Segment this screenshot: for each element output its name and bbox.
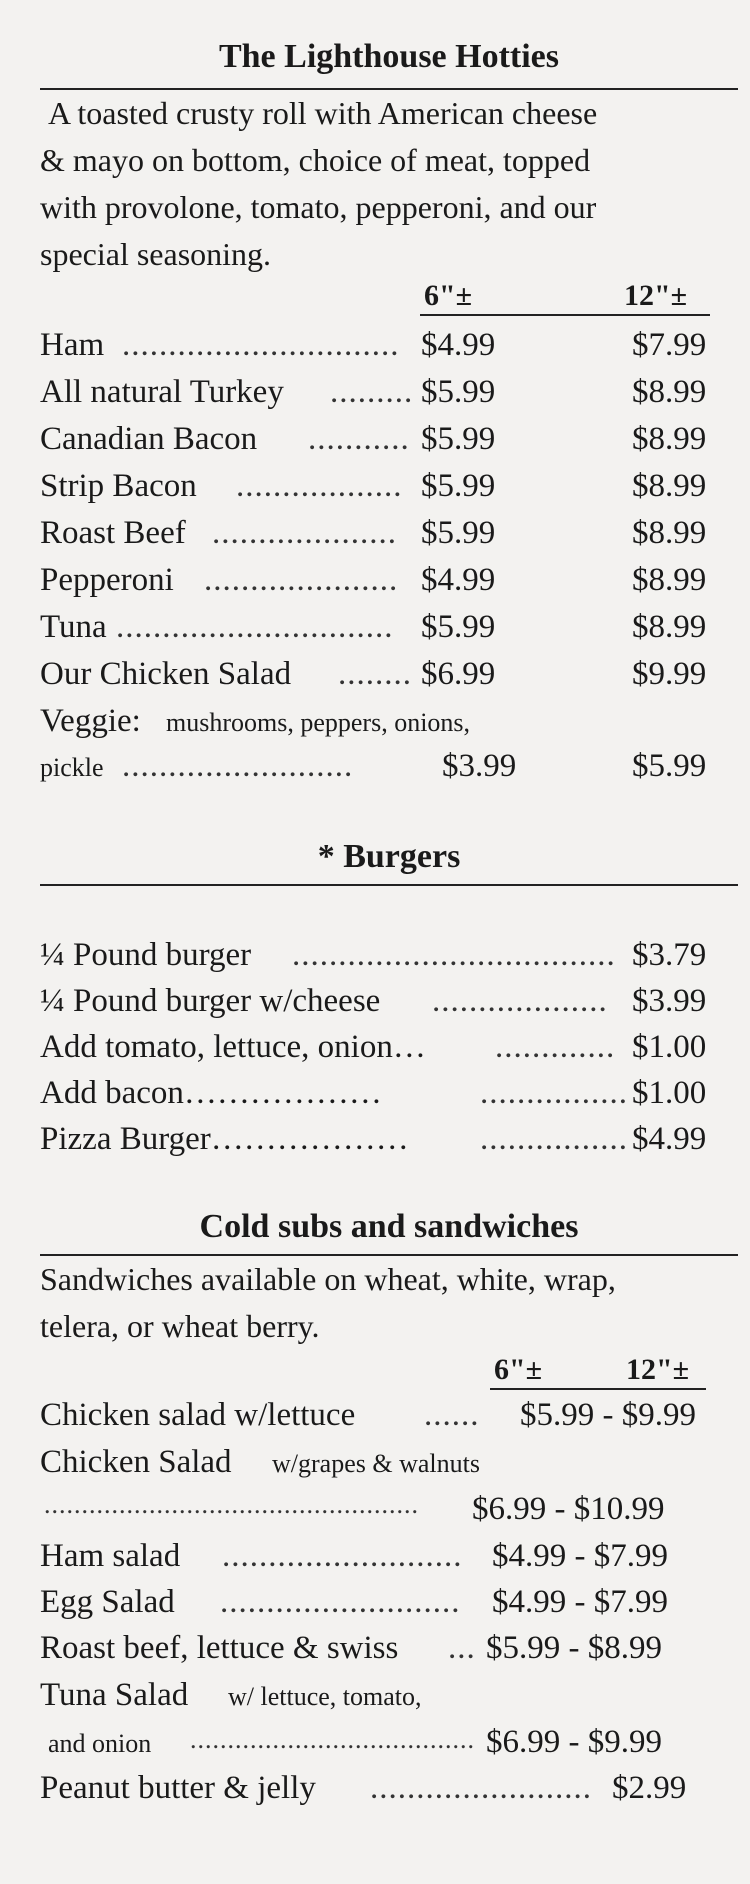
- item-price: $4.99 - $7.99: [492, 1584, 668, 1620]
- menu-item-row: [40, 1582, 740, 1622]
- menu-item-row: [40, 1675, 740, 1715]
- item-price-6: $5.99: [421, 421, 496, 457]
- item-price-12: $8.99: [632, 468, 707, 504]
- menu-item-row: [40, 1442, 740, 1482]
- item-name: Chicken salad w/lettuce: [40, 1397, 356, 1433]
- leader-dots: ......................................: [190, 1725, 475, 1754]
- menu-item-row: [40, 1395, 740, 1435]
- item-price: $6.99 - $9.99: [486, 1724, 662, 1760]
- hotties-col-rule: [420, 314, 710, 316]
- hotties-col-6inch: 6"±: [424, 279, 473, 312]
- menu-item-row: [40, 935, 740, 975]
- menu-item-row: [40, 325, 740, 365]
- cold-col-6inch: 6"±: [494, 1353, 543, 1386]
- cold-col-12inch: 12"±: [626, 1353, 690, 1386]
- item-price: $1.00: [632, 1075, 707, 1111]
- item-name: Egg Salad: [40, 1584, 175, 1620]
- item-detail: mushrooms, peppers, onions,: [166, 708, 471, 737]
- menu-item-row: [40, 513, 740, 553]
- hotties-description-line: A toasted crusty roll with American cheese: [48, 95, 598, 131]
- leader-dots: ..............................: [122, 327, 400, 363]
- item-name: Pizza Burger………………: [40, 1121, 409, 1157]
- item-name: Chicken Salad: [40, 1444, 232, 1480]
- item-price: $4.99: [632, 1121, 707, 1157]
- item-price: $5.99 - $9.99: [520, 1397, 696, 1433]
- item-detail: w/ lettuce, tomato,: [228, 1682, 422, 1711]
- leader-dots: ..................: [236, 468, 403, 504]
- item-price: $1.00: [632, 1029, 707, 1065]
- leader-dots: .....................: [204, 562, 399, 598]
- burgers-title: * Burgers: [317, 838, 461, 875]
- item-name: Tuna: [40, 609, 107, 645]
- item-price-12: $9.99: [632, 656, 707, 692]
- burgers-title-rule: [40, 884, 738, 886]
- hotties-description: [40, 90, 740, 278]
- leader-dots: ..................................................: [44, 1490, 419, 1519]
- menu-item-row: [40, 1628, 740, 1668]
- item-name: Canadian Bacon: [40, 421, 258, 457]
- menu-item-row: [40, 1027, 740, 1067]
- item-price-6: $5.99: [421, 468, 496, 504]
- leader-dots: ...........: [308, 421, 410, 457]
- leader-dots: ...: [448, 1630, 476, 1666]
- leader-dots: ...................: [432, 983, 608, 1019]
- item-name: Pepperoni: [40, 562, 174, 598]
- item-price: $4.99 - $7.99: [492, 1538, 668, 1574]
- leader-dots: .........................: [122, 748, 354, 784]
- item-price-6: $5.99: [421, 609, 496, 645]
- menu-item-row: [40, 981, 740, 1021]
- menu-item-row: [40, 560, 740, 600]
- item-price-6: $5.99: [421, 515, 496, 551]
- cold-description: [40, 1256, 740, 1350]
- item-name: Roast beef, lettuce & swiss: [40, 1630, 399, 1666]
- cold-col-rule: [490, 1388, 706, 1390]
- item-name: All natural Turkey: [40, 374, 284, 410]
- item-name: Roast Beef: [40, 515, 186, 551]
- item-price: $3.99: [632, 983, 707, 1019]
- item-price-6: $3.99: [442, 748, 517, 784]
- item-detail: pickle: [40, 753, 104, 782]
- item-name: Strip Bacon: [40, 468, 197, 504]
- item-price: $5.99 - $8.99: [486, 1630, 662, 1666]
- menu-item-row: [40, 1489, 740, 1529]
- item-price: $2.99: [612, 1770, 687, 1806]
- menu-item-row-veggie: [40, 701, 740, 741]
- item-price-6: $4.99: [421, 562, 496, 598]
- item-price-12: $5.99: [632, 748, 707, 784]
- item-name: ¼ Pound burger w/cheese: [40, 983, 381, 1019]
- leader-dots: ..........................: [220, 1584, 461, 1620]
- leader-dots: ......: [424, 1397, 480, 1433]
- menu-item-row: [40, 1536, 740, 1576]
- item-detail: and onion: [48, 1729, 152, 1758]
- item-price-12: $7.99: [632, 327, 707, 363]
- item-name: Ham: [40, 327, 105, 363]
- item-name: Peanut butter & jelly: [40, 1770, 316, 1806]
- item-price: $6.99 - $10.99: [472, 1491, 665, 1527]
- cold-description-line: Sandwiches available on wheat, white, wrap,: [40, 1261, 616, 1297]
- hotties-description-line: special seasoning.: [40, 236, 272, 272]
- menu-item-row: [40, 1119, 740, 1159]
- leader-dots: ...................................: [292, 937, 616, 973]
- leader-dots: ..............................: [116, 609, 394, 645]
- leader-dots: .........: [330, 374, 414, 410]
- leader-dots: .............: [495, 1029, 616, 1065]
- item-price-6: $4.99: [421, 327, 496, 363]
- leader-dots: ................: [480, 1121, 628, 1157]
- item-name: Our Chicken Salad: [40, 656, 292, 692]
- menu-item-row: [40, 419, 740, 459]
- leader-dots: ........................: [370, 1770, 592, 1806]
- item-name: Add bacon………………: [40, 1075, 382, 1111]
- menu-item-row-veggie-price: [40, 746, 740, 786]
- item-name: Tuna Salad: [40, 1677, 189, 1713]
- cold-description-line: telera, or wheat berry.: [40, 1308, 320, 1344]
- menu-item-row: [40, 1073, 740, 1113]
- item-price-6: $5.99: [421, 374, 496, 410]
- hotties-title: The Lighthouse Hotties: [218, 38, 560, 75]
- hotties-col-12inch: 12"±: [624, 279, 688, 312]
- item-name: Veggie:: [40, 703, 141, 739]
- leader-dots: ........: [338, 656, 412, 692]
- item-price-12: $8.99: [632, 421, 707, 457]
- item-price-6: $6.99: [421, 656, 496, 692]
- hotties-description-line: with provolone, tomato, pepperoni, and our: [40, 189, 597, 225]
- item-price: $3.79: [632, 937, 707, 973]
- leader-dots: ....................: [212, 515, 397, 551]
- menu-item-row: [40, 466, 740, 506]
- item-name: Add tomato, lettuce, onion…: [40, 1029, 426, 1065]
- item-price-12: $8.99: [632, 374, 707, 410]
- cold-title: Cold subs and sandwiches: [199, 1208, 579, 1245]
- item-price-12: $8.99: [632, 515, 707, 551]
- menu-item-row: [40, 1768, 740, 1808]
- item-price-12: $8.99: [632, 562, 707, 598]
- menu-item-row: [40, 1722, 740, 1762]
- item-name: ¼ Pound burger: [40, 937, 252, 973]
- leader-dots: ................: [480, 1075, 628, 1111]
- menu-item-row: [40, 372, 740, 412]
- menu-item-row: [40, 607, 740, 647]
- menu-item-row: [40, 654, 740, 694]
- item-detail: w/grapes & walnuts: [272, 1449, 480, 1478]
- item-name: Ham salad: [40, 1538, 181, 1574]
- hotties-description-line: & mayo on bottom, choice of meat, topped: [40, 142, 591, 178]
- item-price-12: $8.99: [632, 609, 707, 645]
- leader-dots: ..........................: [222, 1538, 463, 1574]
